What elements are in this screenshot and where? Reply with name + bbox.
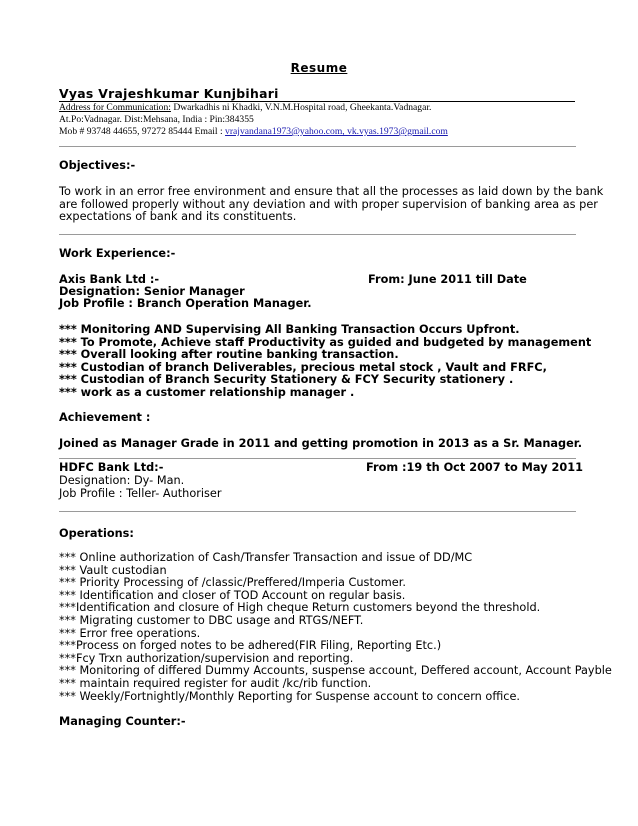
operations-heading: Operations: [59,527,134,540]
operation-item: ***Identification and closure of High cheque Return customers beyond the threshold. [59,601,541,615]
duty-item: *** To Promote, Achieve staff Productivity as guided and budgeted by management [59,335,592,349]
managing-heading: Managing Counter:- [59,715,186,728]
operations-list [59,552,612,703]
axis-designation: Designation: Senior Manager [59,285,245,298]
operation-item: *** Monitoring of differed Dummy Accounts, suspense account, Deffered account, Account Payble [59,664,612,678]
hdfc-company: HDFC Bank Ltd:- [59,461,164,474]
resume-title: Resume [290,61,348,75]
achievement-heading: Achievement : [59,411,151,424]
divider [59,511,576,512]
operation-item: *** Migrating customer to DBC usage and RTGS/NEFT. [59,613,364,627]
hdfc-designation: Designation: Dy- Man. [59,474,185,487]
hdfc-period: From :19 th Oct 2007 to May 2011 [366,461,583,474]
divider [59,234,576,235]
duty-item: *** Overall looking after routine banking transaction. [59,348,399,362]
achievement-text: Joined as Manager Grade in 2011 and getting promotion in 2013 as a Sr. Manager. [59,437,583,450]
axis-period: From: June 2011 till Date [368,273,527,286]
objectives-line: expectations of bank and its constituents. [59,210,297,224]
duty-item: *** Monitoring AND Supervising All Banking Transaction Occurs Upfront. [59,323,520,336]
operation-item: *** Vault custodian [59,563,167,577]
candidate-name [59,88,279,101]
operation-item: *** Identification and closer of TOD Account on regular basis. [59,588,406,602]
hdfc-profile: Job Profile : Teller- Authoriser [59,487,222,500]
divider [59,146,576,147]
objectives-line: are followed properly without any deviation and with proper supervision of banking area as per [59,197,598,211]
operation-item: *** Priority Processing of /classic/Preffered/Imperia Customer. [59,576,406,590]
address-line-1 [59,102,431,114]
address-line-2: At.Po:Vadnagar. Dist:Mehsana, India : Pin:384355 [59,114,254,125]
operation-item: *** Weekly/Fortnightly/Monthly Reporting for Suspense account to concern office. [59,689,521,703]
objectives-text [59,185,604,224]
objectives-heading: Objectives:- [59,159,136,172]
duty-item: *** Custodian of Branch Security Stationery & FCY Security stationery . [59,373,514,387]
address-text: Dwarkadhis ni Khadki, V.N.M.Hospital road, Gheekanta.Vadnagar. [170,102,432,113]
mobile-text: Mob # 93748 44655, 97272 85444 Email : [59,126,226,137]
address-label: Address for Communication: [59,102,171,113]
email-link[interactable]: vrajvandana1973@yahoo.com, vk.vyas.1973@gmail.com [225,126,448,137]
divider [59,458,576,459]
axis-company: Axis Bank Ltd :- [59,273,160,286]
operation-item: ***Process on forged notes to be adhered(FIR Filing, Reporting Etc.) [59,639,442,653]
operation-item: *** maintain required register for audit /kc/rib function. [59,676,372,690]
contact-line [59,126,448,138]
operation-item: *** Online authorization of Cash/Transfer Transaction and issue of DD/MC [59,551,473,564]
axis-profile: Job Profile : Branch Operation Manager. [59,297,312,310]
duty-item: *** Custodian of branch Deliverables, precious metal stock , Vault and FRFC, [59,360,547,374]
work-heading: Work Experience:- [59,247,176,260]
candidate-name-text: Vyas Vrajeshkumar Kunjbihari [59,86,279,101]
operation-item: ***Fcy Trxn authorization/supervision and reporting. [59,651,354,665]
objectives-line: To work in an error free environment and ensure that all the processes as laid down by the bank [59,185,604,198]
operation-item: *** Error free operations. [59,626,201,640]
duty-item: *** work as a customer relationship manager . [59,385,355,399]
axis-duties [59,324,591,400]
